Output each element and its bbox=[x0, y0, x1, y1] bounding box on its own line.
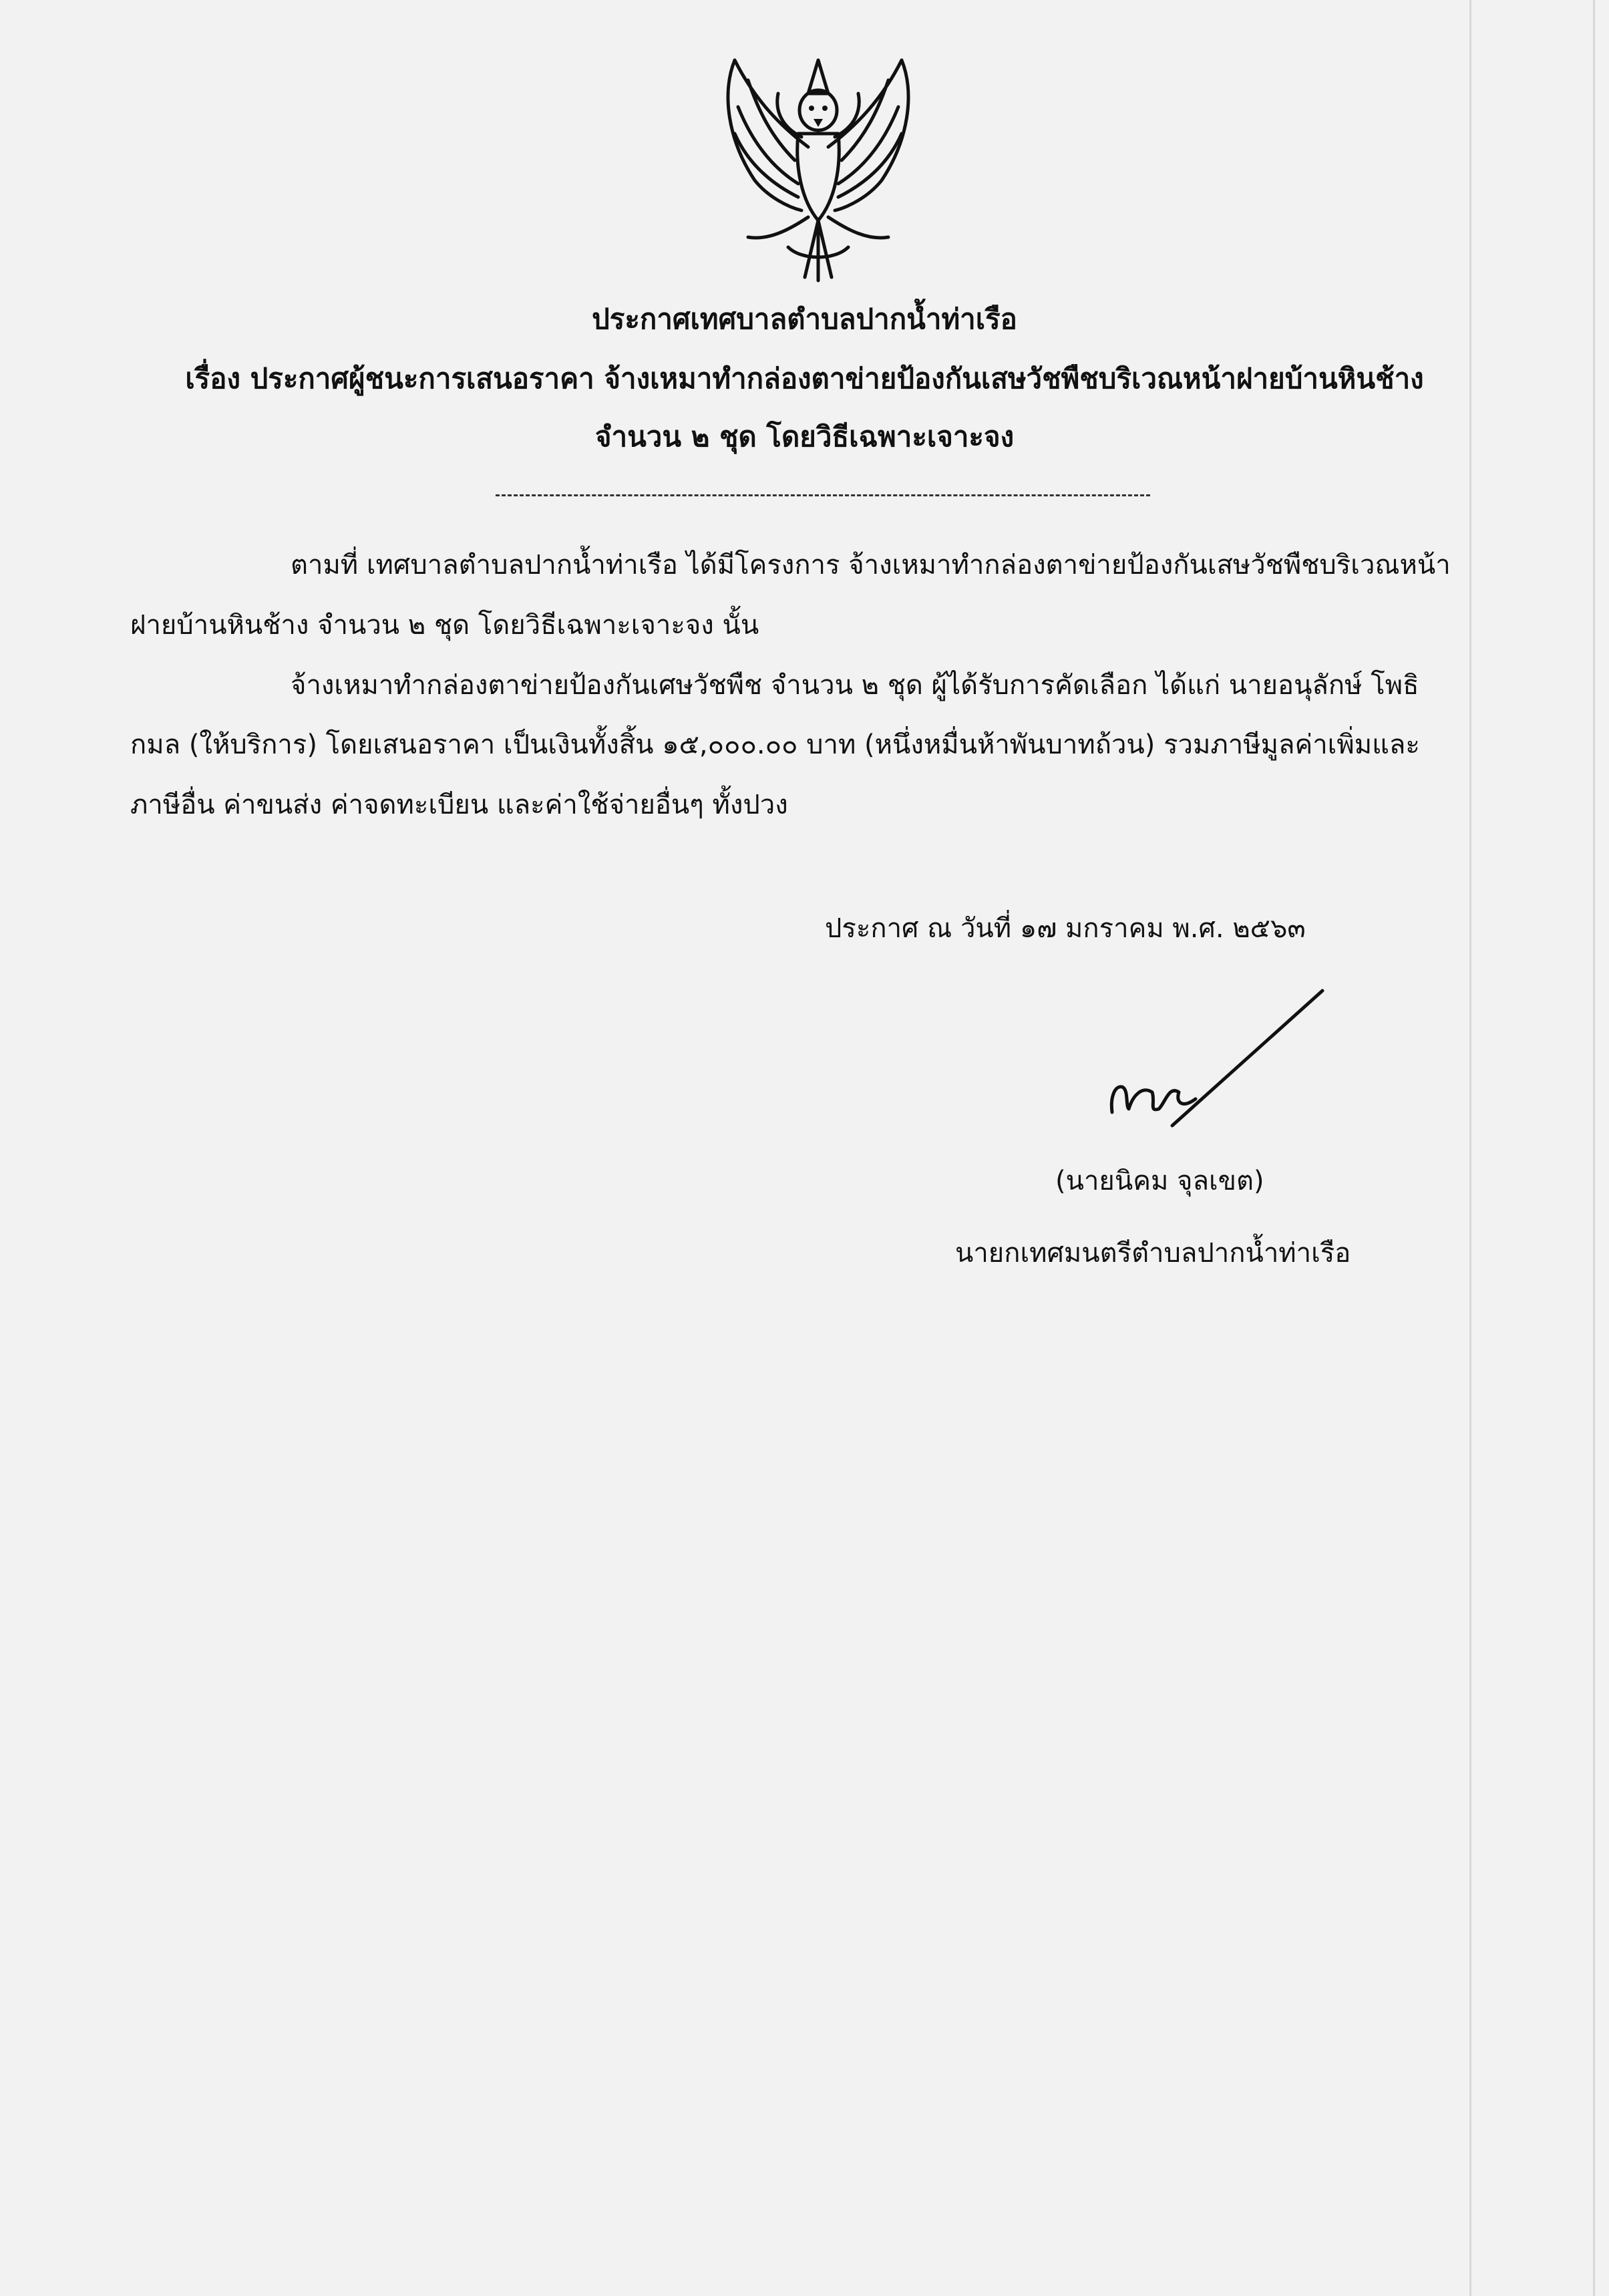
paragraph-1-line-2: ฝายบ้านหินช้าง จำนวน ๒ ชุด โดยวิธีเฉพาะเจาะจง นั้น bbox=[130, 610, 759, 641]
signature-mark bbox=[1095, 985, 1343, 1146]
dashed-separator bbox=[496, 494, 1150, 496]
paragraph-2-line-1: จ้างเหมาทำกล่องตาข่ายป้องกันเศษวัชพืช จำนวน ๒ ชุด ผู้ได้รับการคัดเลือก ได้แก่ นายอนุลักษ์ โพธิ bbox=[291, 670, 1419, 701]
announcement-date: ประกาศ ณ วันที่ ๑๗ มกราคม พ.ศ. ๒๕๖๓ bbox=[825, 913, 1306, 944]
scan-edge-line bbox=[1469, 0, 1471, 2296]
announcement-title: ประกาศเทศบาลตำบลปากน้ำท่าเรือ bbox=[592, 303, 1017, 335]
paragraph-1-line-1: ตามที่ เทศบาลตำบลปากน้ำท่าเรือ ได้มีโครงการ จ้างเหมาทำกล่องตาข่ายป้องกันเสษวัชพืชบริเวณหน้า bbox=[291, 550, 1451, 581]
announcement-subject-continued: จำนวน ๒ ชุด โดยวิธีเฉพาะเจาะจง bbox=[594, 420, 1015, 453]
paragraph-2-line-2: กมล (ให้บริการ) โดยเสนอราคา เป็นเงินทั้งสิ้น ๑๕,๐๐๐.๐๐ บาท (หนึ่งหมื่นห้าพันบาทถ้วน) รวมภาษีมูลค่าเพิ่มและ bbox=[130, 729, 1420, 760]
signer-position: นายกเทศมนตรีตำบลปากน้ำท่าเรือ bbox=[955, 1238, 1351, 1269]
signer-name: (นายนิคม จุลเขต) bbox=[1055, 1166, 1264, 1196]
paragraph-2-line-3: ภาษีอื่น ค่าขนส่ง ค่าจดทะเบียน และค่าใช้จ่ายอื่นๆ ทั้งปวง bbox=[130, 790, 788, 820]
scan-edge-line bbox=[1593, 0, 1595, 2296]
garuda-emblem-icon bbox=[708, 47, 928, 287]
announcement-subject: เรื่อง ประกาศผู้ชนะการเสนอราคา จ้างเหมาทำกล่องตาข่ายป้องกันเสษวัชพืชบริเวณหน้าฝายบ้านหินช้าง bbox=[185, 362, 1424, 395]
